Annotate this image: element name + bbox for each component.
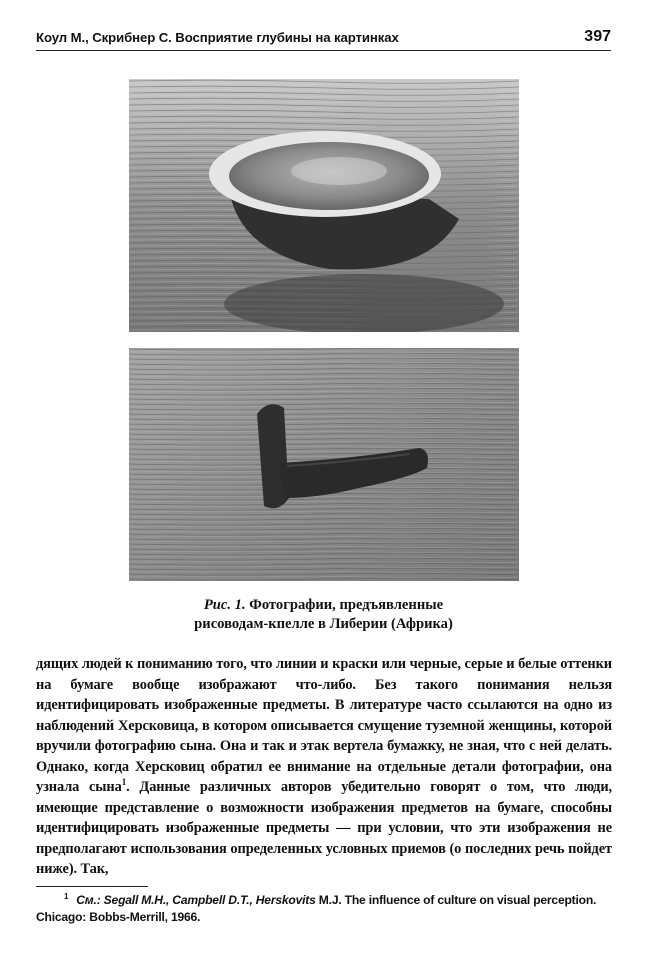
figure-label: Рис. 1. xyxy=(203,597,246,613)
body-text-before-ref: дящих людей к пониманию того, что линии и краски или черные, серые и белые оттенки на бумаге вообще изображают что-либо. Без такого понимания нельзя идентифицировать изображенные предметы. В литературе часто ссылаются на одно из наблюдений Херсковица, в котором описывается смущение туземной женщины, которой вручили фотографию сына. Она и так и этак вертела бумажку, не зная, что с ней делать. Однако, когда Херсковиц обратил ее внимание на отдельные детали фотографии, она узнала сына xyxy=(36,656,612,795)
body-text-after-ref: . Данные различных авторов убедительно говорят о том, что люди, имеющие представление о возможности изображения предметов на бумаге, способны идентифицировать изображенные предметы — при условии, что эти изображения не предполагают использования определенных условных приемов (о последних речь пойдет ниже). Так, xyxy=(36,779,613,877)
figure-caption xyxy=(0,596,647,634)
running-header xyxy=(36,24,611,51)
photo-bowl xyxy=(129,79,519,332)
footnote-authors: См.: Segall M.H., Campbell D.T., Herskovits xyxy=(76,893,316,907)
footnote xyxy=(36,892,612,926)
footnote-reference[interactable]: 1 xyxy=(121,777,127,788)
footnote-divider xyxy=(36,886,148,887)
body-paragraph xyxy=(36,654,612,880)
caption-line-2: рисоводам-кпелле в Либерии (Африка) xyxy=(194,616,453,632)
footnote-mark: 1 xyxy=(64,891,69,901)
caption-text-1: Фотографии, предъявленные xyxy=(249,597,444,613)
caption-line-1 xyxy=(0,596,647,615)
photo-hoe xyxy=(129,348,519,581)
running-title: Коул М., Скрибнер С. Восприятие глубины на картинках xyxy=(36,30,399,45)
footnote-text: M.J. The influence of culture on visual perception. Chicago: Bobbs-Merrill, 1966. xyxy=(36,893,597,924)
page-number: 397 xyxy=(584,28,611,45)
